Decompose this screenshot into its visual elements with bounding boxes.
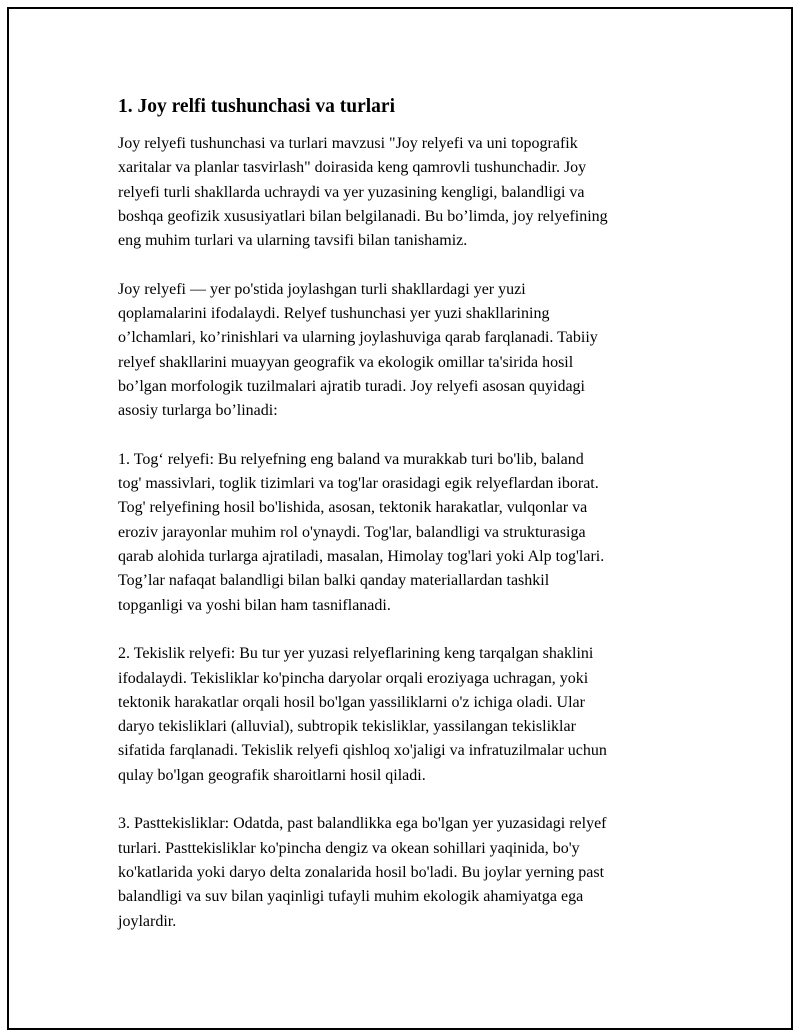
text-line: bo’lgan morfologik tuzilmalari ajratib turadi. Joy relyefi asosan quyidagi bbox=[118, 377, 585, 395]
text-line: ifodalaydi. Tekisliklar ko'pincha daryolar orqali eroziyaga uchragan, yoki bbox=[118, 669, 589, 687]
text-line: topganligi va yoshi bilan ham tasniflanadi. bbox=[118, 596, 391, 614]
text-line: Joy relyefi — yer po'stida joylashgan turli shakllardagi yer yuzi bbox=[118, 280, 526, 298]
text-line: qoplamalarini ifodalaydi. Relyef tushunchasi yer yuzi shakllarining bbox=[118, 305, 550, 323]
text-line: 2. Tekislik relyefi: Bu tur yer yuzasi relyeflarining keng tarqalgan shaklini bbox=[118, 645, 594, 663]
text-line: sifatida farqlanadi. Tekislik relyefi qishloq xo'jaligi va infratuzilmalar uchun bbox=[118, 742, 607, 760]
text-line: qarab alohida turlarga ajratiladi, masalan, Himolay tog'lari yoki Alp tog'lari. bbox=[118, 548, 605, 566]
paragraph-intro bbox=[118, 132, 693, 253]
text-line: o’lchamlari, ko’rinishlari va ularning joylashuviga qarab farqlanadi. Tabiiy bbox=[118, 329, 598, 347]
text-line: 1. Tog‘ relyefi: Bu relyefning eng baland va murakkab turi bo'lib, baland bbox=[118, 450, 584, 468]
text-line: tektonik harakatlar orqali hosil bo'lgan yassiliklarni o'z ichiga oladi. Ular bbox=[118, 693, 585, 711]
paragraph-definition bbox=[118, 278, 693, 424]
text-line: tog' massivlari, toglik tizimlari va tog'lar orasidagi egik relyeflardan iborat. bbox=[118, 475, 599, 493]
text-line: 3. Pasttekisliklar: Odatda, past balandlikka ega bo'lgan yer yuzasidagi relyef bbox=[118, 815, 607, 833]
text-line: xaritalar va planlar tasvirlash" doirasida keng qamrovli tushunchadir. Joy bbox=[118, 159, 587, 177]
text-line: qulay bo'lgan geografik sharoitlarni hosil qiladi. bbox=[118, 766, 426, 784]
text-line: boshqa geofizik xususiyatlari bilan belgilanadi. Bu bo’limda, joy relyefining bbox=[118, 207, 608, 225]
text-line: joylardir. bbox=[118, 912, 177, 930]
text-line: relyef shakllarini muayyan geografik va ekologik omillar ta'sirida hosil bbox=[118, 353, 574, 371]
document-body bbox=[118, 94, 693, 958]
text-line: daryo tekisliklari (alluvial), subtropik tekisliklar, yassilangan tekisliklar bbox=[118, 718, 576, 736]
text-line: Tog' relyefining hosil bo'lishida, asosan, tektonik harakatlar, vulqonlar va bbox=[118, 499, 588, 517]
text-line: Joy relyefi tushunchasi va turlari mavzusi "Joy relyefi va uni topografik bbox=[118, 135, 578, 152]
text-line: eng muhim turlari va ularning tavsifi bilan tanishamiz. bbox=[118, 232, 468, 250]
text-line: asosiy turlarga bo’linadi: bbox=[118, 402, 278, 420]
text-line: ko'katlarida yoki daryo delta zonalarida hosil bo'ladi. Bu joylar yerning past bbox=[118, 863, 605, 881]
paragraph-mountain-relief bbox=[118, 448, 693, 618]
paragraph-lowlands bbox=[118, 812, 693, 933]
document-title: 1. Joy relfi tushunchasi va turlari bbox=[118, 96, 395, 117]
text-line: Tog’lar nafaqat balandligi bilan balki qanday materiallardan tashkil bbox=[118, 572, 550, 590]
text-line: eroziv jarayonlar muhim rol o'ynaydi. Tog'lar, balandligi va strukturasiga bbox=[118, 523, 586, 541]
text-line: balandligi va suv bilan yaqinligi tufayli muhim ekologik ahamiyatga ega bbox=[118, 888, 584, 906]
text-line: turlari. Pasttekisliklar ko'pincha dengiz va okean sohillari yaqinida, bo'y bbox=[118, 839, 580, 857]
paragraph-plain-relief bbox=[118, 642, 693, 788]
text-line: relyefi turli shakllarda uchraydi va yer yuzasining kengligi, balandligi va bbox=[118, 183, 585, 201]
